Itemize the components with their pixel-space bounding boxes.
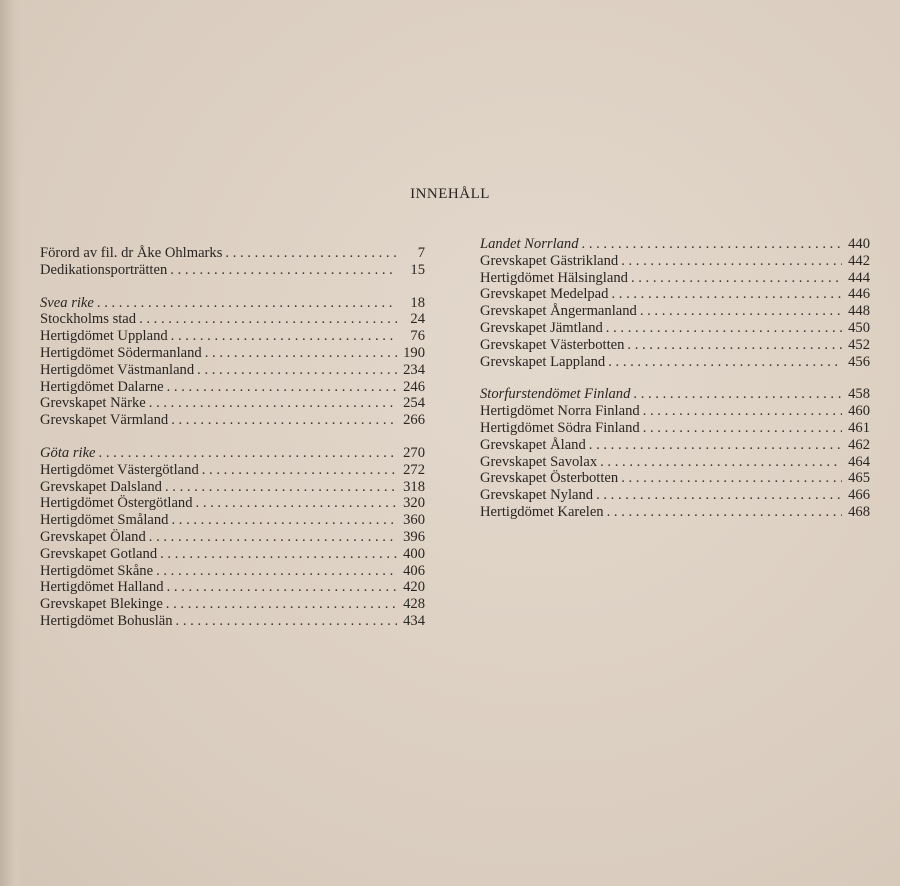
toc-entry-label: Grevskapet Blekinge bbox=[40, 596, 163, 613]
dot-leader bbox=[606, 320, 842, 337]
toc-page-number: 234 bbox=[403, 361, 425, 378]
toc-page-number: 446 bbox=[848, 286, 870, 303]
toc-entry-label: Dedikationsporträtten bbox=[40, 261, 168, 278]
toc-entry-label: Grevskapet Jämtland bbox=[480, 319, 603, 336]
toc-entry bbox=[480, 236, 870, 253]
toc-entry-label: Grevskapet Västerbotten bbox=[480, 336, 625, 353]
toc-page-number: 462 bbox=[848, 436, 870, 453]
toc-entry-label: Hertigdömet Småland bbox=[40, 512, 169, 529]
toc-entry bbox=[40, 445, 425, 462]
toc-entry-label: Hertigdömet Västergötland bbox=[40, 461, 199, 478]
toc-page-number: 465 bbox=[848, 470, 870, 487]
toc-entry bbox=[40, 328, 425, 345]
dot-leader bbox=[165, 479, 397, 496]
toc-entry-label: Hertigdömet Norra Finland bbox=[480, 403, 640, 420]
toc-entry-label: Hertigdömet Dalarne bbox=[40, 378, 164, 395]
toc-entry bbox=[40, 462, 425, 479]
toc-page-number: 452 bbox=[848, 336, 870, 353]
toc-section-heading: Göta rike bbox=[40, 444, 96, 461]
toc-entry-label: Stockholms stad bbox=[40, 311, 137, 328]
toc-entry-label: Hertigdömet Hälsingland bbox=[480, 269, 628, 286]
toc-page-number: 7 bbox=[417, 245, 425, 261]
toc-entry bbox=[40, 596, 425, 613]
toc-page-number: 428 bbox=[403, 596, 425, 613]
toc-page-number: 266 bbox=[403, 412, 425, 429]
toc-page-number: 442 bbox=[848, 252, 870, 269]
toc-page-number: 406 bbox=[403, 562, 425, 579]
dot-leader bbox=[156, 563, 397, 580]
toc-entry bbox=[40, 529, 425, 546]
dot-leader bbox=[176, 613, 397, 630]
toc-page-number: 460 bbox=[848, 403, 870, 420]
dot-leader bbox=[607, 504, 842, 521]
dot-leader bbox=[225, 245, 397, 262]
dot-leader bbox=[621, 470, 842, 487]
dot-leader bbox=[97, 295, 397, 312]
toc-page-number: 246 bbox=[403, 378, 425, 395]
toc-page-number: 420 bbox=[403, 579, 425, 596]
dot-leader bbox=[633, 386, 842, 403]
toc-page-number: 464 bbox=[848, 453, 870, 470]
toc-page-number: 440 bbox=[848, 236, 870, 252]
dot-leader bbox=[170, 262, 397, 279]
toc-section bbox=[40, 445, 425, 630]
toc-entry-label: Grevskapet Ångermanland bbox=[480, 303, 637, 320]
dot-leader bbox=[196, 495, 397, 512]
page-title: INNEHÅLL bbox=[410, 186, 490, 202]
toc-right-column bbox=[480, 236, 870, 521]
dot-leader bbox=[627, 337, 842, 354]
dot-leader bbox=[139, 311, 397, 328]
toc-page-number: 318 bbox=[403, 478, 425, 495]
toc-entry-label: Hertigdömet Södermanland bbox=[40, 344, 202, 361]
toc-entry-label: Förord av fil. dr Åke Ohlmarks bbox=[40, 245, 223, 261]
dot-leader bbox=[608, 354, 842, 371]
toc-section bbox=[40, 295, 425, 429]
dot-leader bbox=[600, 454, 842, 471]
book-spine-shadow bbox=[0, 0, 22, 886]
toc-entry bbox=[480, 386, 870, 403]
toc-entry-label: Hertigdömet Halland bbox=[40, 579, 164, 596]
toc-entry-label: Grevskapet Åland bbox=[480, 436, 586, 453]
toc-page-number: 190 bbox=[403, 344, 425, 361]
toc-page-number: 448 bbox=[848, 303, 870, 320]
toc-page-number: 450 bbox=[848, 319, 870, 336]
toc-entry-label: Grevskapet Närke bbox=[40, 395, 146, 412]
dot-leader bbox=[589, 437, 842, 454]
toc-page-number: 456 bbox=[848, 353, 870, 370]
toc-entry bbox=[480, 437, 870, 454]
dot-leader bbox=[160, 546, 397, 563]
dot-leader bbox=[166, 596, 397, 613]
toc-page-number: 76 bbox=[410, 328, 425, 345]
dot-leader bbox=[149, 529, 397, 546]
toc-page-number: 468 bbox=[848, 503, 870, 520]
toc-page-number: 434 bbox=[403, 612, 425, 629]
toc-entry bbox=[480, 320, 870, 337]
toc-entry-label: Grevskapet Värmland bbox=[40, 412, 169, 429]
toc-page-number: 458 bbox=[848, 386, 870, 403]
dot-leader bbox=[621, 253, 842, 270]
dot-leader bbox=[167, 379, 397, 396]
toc-entry-label: Grevskapet Öland bbox=[40, 528, 146, 545]
toc-section bbox=[480, 386, 870, 520]
toc-page-number: 360 bbox=[403, 512, 425, 529]
dot-leader bbox=[596, 487, 842, 504]
toc-entry-label: Grevskapet Gästrikland bbox=[480, 252, 619, 269]
dot-leader bbox=[640, 303, 842, 320]
toc-entry bbox=[40, 495, 425, 512]
toc-entry bbox=[40, 546, 425, 563]
dot-leader bbox=[167, 579, 397, 596]
toc-entry-label: Hertigdömet Skåne bbox=[40, 562, 154, 579]
dot-leader bbox=[171, 328, 397, 345]
toc-page-number: 444 bbox=[848, 269, 870, 286]
toc-entry bbox=[40, 379, 425, 396]
toc-entry bbox=[40, 295, 425, 312]
dot-leader bbox=[631, 270, 842, 287]
toc-page-number: 466 bbox=[848, 487, 870, 504]
toc-entry-label: Hertigdömet Östergötland bbox=[40, 495, 193, 512]
toc-entry bbox=[40, 262, 425, 279]
toc-entry bbox=[480, 337, 870, 354]
dot-leader bbox=[171, 412, 397, 429]
toc-entry bbox=[40, 362, 425, 379]
toc-entry bbox=[40, 395, 425, 412]
toc-entry bbox=[480, 286, 870, 303]
toc-entry bbox=[480, 454, 870, 471]
toc-page-number: 461 bbox=[848, 419, 870, 436]
toc-entry bbox=[480, 470, 870, 487]
dot-leader bbox=[611, 286, 842, 303]
dot-leader bbox=[171, 512, 397, 529]
toc-entry-label: Grevskapet Österbotten bbox=[480, 470, 619, 487]
toc-entry bbox=[40, 345, 425, 362]
toc-entry-label: Grevskapet Savolax bbox=[480, 453, 598, 470]
toc-entry bbox=[480, 420, 870, 437]
toc-page-number: 18 bbox=[410, 294, 425, 311]
dot-leader bbox=[205, 345, 397, 362]
toc-section bbox=[480, 236, 870, 370]
toc-entry bbox=[480, 303, 870, 320]
toc-page-number: 272 bbox=[403, 461, 425, 478]
toc-entry-label: Hertigdömet Bohuslän bbox=[40, 612, 173, 629]
toc-entry bbox=[480, 354, 870, 371]
toc-entry bbox=[40, 613, 425, 630]
toc-entry bbox=[40, 579, 425, 596]
toc-entry-label: Hertigdömet Södra Finland bbox=[480, 419, 640, 436]
toc-left-column bbox=[40, 245, 425, 630]
toc-page-number: 270 bbox=[403, 444, 425, 461]
toc-entry-label: Grevskapet Gotland bbox=[40, 545, 158, 562]
toc-page-number: 254 bbox=[403, 395, 425, 412]
toc-entry bbox=[40, 563, 425, 580]
toc-entry bbox=[40, 512, 425, 529]
toc-page-number: 400 bbox=[403, 545, 425, 562]
dot-leader bbox=[197, 362, 397, 379]
toc-page-number: 320 bbox=[403, 495, 425, 512]
toc-entry bbox=[480, 504, 870, 521]
toc-entry bbox=[480, 270, 870, 287]
toc-section-heading: Storfurstendömet Finland bbox=[480, 386, 631, 403]
dot-leader bbox=[582, 236, 842, 253]
toc-entry-label: Grevskapet Nyland bbox=[480, 487, 594, 504]
toc-entry-label: Grevskapet Medelpad bbox=[480, 286, 609, 303]
dot-leader bbox=[99, 445, 397, 462]
toc-page-number: 15 bbox=[410, 261, 425, 278]
dot-leader bbox=[643, 403, 842, 420]
toc-entry-label: Grevskapet Lappland bbox=[480, 353, 606, 370]
toc-section bbox=[40, 245, 425, 279]
toc-entry bbox=[40, 479, 425, 496]
toc-entry bbox=[40, 245, 425, 262]
toc-page-number: 24 bbox=[410, 311, 425, 328]
toc-entry-label: Hertigdömet Uppland bbox=[40, 328, 168, 345]
toc-section-heading: Svea rike bbox=[40, 294, 94, 311]
toc-entry bbox=[40, 412, 425, 429]
toc-entry-label: Grevskapet Dalsland bbox=[40, 478, 162, 495]
toc-page-number: 396 bbox=[403, 528, 425, 545]
toc-section-heading: Landet Norrland bbox=[480, 236, 579, 252]
toc-entry bbox=[40, 311, 425, 328]
dot-leader bbox=[643, 420, 842, 437]
toc-entry bbox=[480, 403, 870, 420]
dot-leader bbox=[149, 395, 397, 412]
toc-entry-label: Hertigdömet Västmanland bbox=[40, 361, 195, 378]
dot-leader bbox=[202, 462, 397, 479]
toc-entry bbox=[480, 487, 870, 504]
toc-entry bbox=[480, 253, 870, 270]
toc-entry-label: Hertigdömet Karelen bbox=[480, 503, 604, 520]
